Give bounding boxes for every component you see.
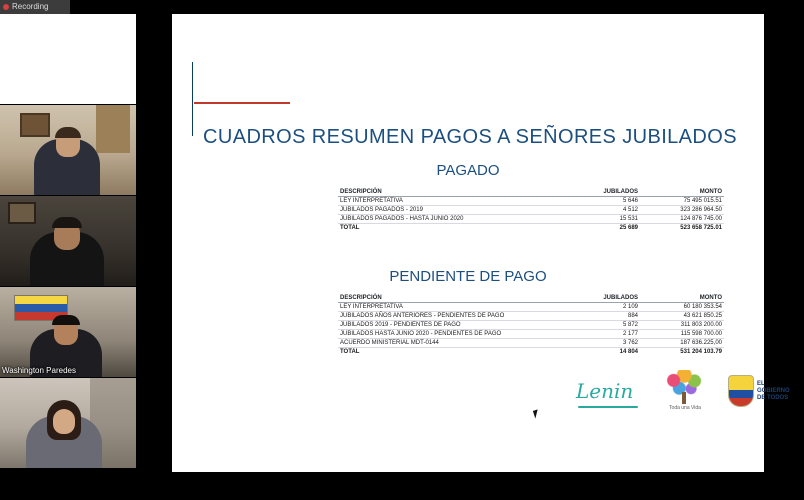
recording-indicator (0, 0, 70, 14)
avatar-hair (52, 217, 82, 228)
participant-tile-1[interactable] (0, 14, 136, 105)
participant-tile-2[interactable] (0, 105, 136, 196)
cell-total-monto: 523 658 725.01 (640, 224, 724, 233)
table-row (338, 330, 724, 339)
slide-decor-line (192, 62, 193, 136)
lenin-logo (576, 376, 642, 410)
cell-descripcion: JUBILADOS AÑOS ANTERIORES - PENDIENTES DE PAGO (338, 312, 572, 321)
cell-monto: 115 598 700.00 (640, 330, 724, 339)
cell-monto: 323 286 964.50 (640, 206, 724, 215)
cell-descripcion: ACUERDO MINISTERIAL MDT-0144 (338, 339, 572, 348)
background-picture-frame (20, 113, 50, 137)
letterbox-top (136, 0, 800, 14)
table-pendiente-de-pago (338, 294, 724, 356)
background-picture-frame (8, 202, 36, 224)
cell-descripcion: LEY INTERPRETATIVA (338, 303, 572, 312)
slide-title: CUADROS RESUMEN PAGOS A SEÑORES JUBILADOS (203, 126, 737, 148)
cell-monto: 124 876 745.00 (640, 215, 724, 224)
table-header-row (338, 294, 724, 303)
section-heading-pagado: PAGADO (436, 162, 500, 179)
column-header-monto: MONTO (640, 188, 724, 197)
participant-filmstrip[interactable] (0, 14, 136, 470)
cell-monto: 311 803 200.00 (640, 321, 724, 330)
table-row (338, 215, 724, 224)
table-row (338, 312, 724, 321)
background-door (96, 105, 130, 153)
record-dot-icon (3, 4, 9, 10)
shared-document[interactable] (172, 14, 790, 472)
cell-descripcion: LEY INTERPRETATIVA (338, 197, 572, 206)
table-row (338, 321, 724, 330)
avatar-hair (55, 127, 81, 138)
cell-jubilados: 5 872 (572, 321, 640, 330)
participant-tile-5[interactable] (0, 378, 136, 469)
avatar-hair (52, 315, 80, 325)
cell-jubilados: 884 (572, 312, 640, 321)
cell-total-jubilados: 14 804 (572, 348, 640, 357)
cell-descripcion: JUBILADOS PAGADOS - 2019 (338, 206, 572, 215)
lenin-logo-underline (578, 406, 638, 408)
table-header-row (338, 188, 724, 197)
column-header-descripcion: DESCRIPCIÓN (338, 294, 572, 303)
cell-jubilados: 5 646 (572, 197, 640, 206)
cell-total-label: TOTAL (338, 348, 572, 357)
cell-total-monto: 531 204 103.79 (640, 348, 724, 357)
gob-line-1: EL (757, 380, 765, 387)
participant-tile-4[interactable] (0, 287, 136, 378)
recording-label: Recording (12, 2, 49, 11)
cell-total-label: TOTAL (338, 224, 572, 233)
gob-line-3: DE TODOS (757, 394, 789, 401)
table-total-row (338, 224, 724, 233)
toda-una-vida-logo (658, 370, 712, 414)
table-row (338, 197, 724, 206)
banner-stripe-yellow (15, 296, 67, 304)
cell-monto: 187 636.225,00 (640, 339, 724, 348)
cell-monto: 60 180 353.54 (640, 303, 724, 312)
mouse-cursor (533, 409, 540, 418)
toda-una-vida-caption: Toda una Vida (669, 405, 701, 411)
table-total-row (338, 348, 724, 357)
cell-jubilados: 3 762 (572, 339, 640, 348)
cell-total-jubilados: 25 689 (572, 224, 640, 233)
participant-tile-3[interactable] (0, 196, 136, 287)
tree-trunk-icon (682, 392, 686, 404)
cell-descripcion: JUBILADOS HASTA JUNIO 2020 - PENDIENTES DE PAGO (338, 330, 572, 339)
gobierno-logo-text (757, 381, 790, 402)
table-row (338, 339, 724, 348)
avatar-head (53, 409, 75, 434)
cell-monto: 75 495 015.51 (640, 197, 724, 206)
column-header-jubilados: JUBILADOS (572, 188, 640, 197)
table-pagado (338, 188, 724, 232)
lenin-logo-text: Lenin (576, 379, 634, 403)
shared-screen-area[interactable] (136, 0, 800, 500)
column-header-monto: MONTO (640, 294, 724, 303)
column-header-descripcion: DESCRIPCIÓN (338, 188, 572, 197)
letterbox-bottom (136, 472, 800, 500)
table-row (338, 206, 724, 215)
gobierno-logo (728, 370, 804, 412)
cell-jubilados: 4 512 (572, 206, 640, 215)
cell-descripcion: JUBILADOS 2019 - PENDIENTES DE PAGO (338, 321, 572, 330)
slide-accent-bar (194, 102, 290, 104)
column-header-jubilados: JUBILADOS (572, 294, 640, 303)
cell-jubilados: 15 531 (572, 215, 640, 224)
cell-jubilados: 2 109 (572, 303, 640, 312)
table-row (338, 303, 724, 312)
section-heading-pendiente: PENDIENTE DE PAGO (389, 268, 547, 285)
ecuador-shield-icon (728, 375, 754, 407)
gob-line-2: GOBIERNO (757, 387, 790, 394)
cell-jubilados: 2 177 (572, 330, 640, 339)
participant-name-4: Washington Paredes (2, 366, 76, 375)
presentation-slide[interactable] (180, 40, 790, 436)
cell-monto: 43 621 850.25 (640, 312, 724, 321)
cell-descripcion: JUBILADOS PAGADOS - HASTA JUNIO 2020 (338, 215, 572, 224)
banner-stripe-blue (15, 304, 67, 312)
